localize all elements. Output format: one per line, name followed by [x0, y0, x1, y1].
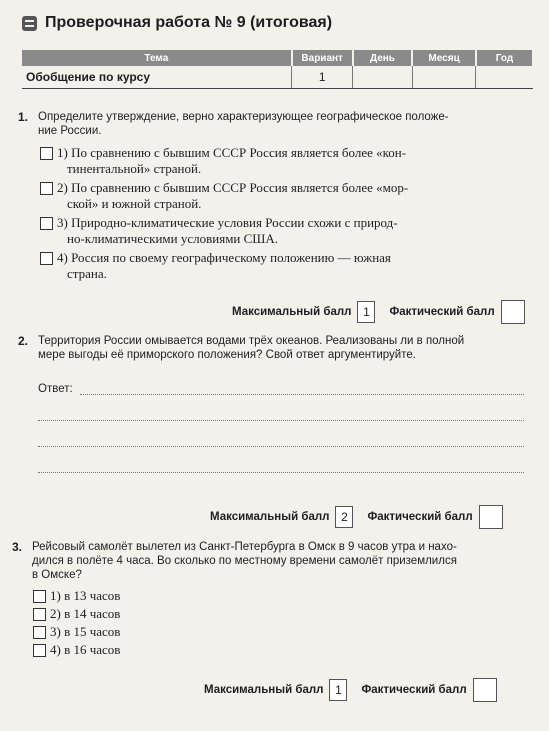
col-topic: Тема: [22, 50, 292, 66]
q1-actual-score-box[interactable]: [501, 300, 525, 324]
topic-cell: Обобщение по курсу: [22, 66, 292, 89]
q3-option-1[interactable]: [33, 588, 120, 604]
q2-max-value: 2: [335, 506, 353, 528]
q1-option-4-label: [57, 250, 391, 282]
q1-score-row: [232, 300, 525, 324]
q3-number: 3.: [12, 540, 23, 554]
q2-text-line1: Территория России омывается водами трёх океанов. Реализованы ли в полной: [38, 335, 465, 347]
day-cell[interactable]: [353, 66, 413, 89]
year-cell[interactable]: [476, 66, 533, 89]
q3-actual-score-box[interactable]: [473, 678, 497, 702]
q3-option-1-checkbox[interactable]: [33, 590, 46, 603]
q1-option-2-line1: 2) По сравнению с бывшим СССР Россия является более «мор-: [57, 180, 409, 195]
q2-answer-line-2[interactable]: [38, 420, 524, 421]
month-cell[interactable]: [412, 66, 476, 89]
q2-answer-line-3[interactable]: [38, 446, 524, 447]
q3-option-4[interactable]: [33, 642, 120, 658]
q2-text: [38, 334, 538, 362]
q3-text: [32, 540, 538, 582]
q3-option-1-label: 1) в 13 часов: [50, 588, 121, 603]
q1-option-1-line1: 1) По сравнению с бывшим СССР Россия является более «кон-: [57, 145, 407, 160]
q3-score-row: [204, 678, 497, 702]
q1-option-2-label: [57, 180, 408, 212]
q2-number: 2.: [18, 334, 29, 348]
q2-actual-score-box[interactable]: [479, 505, 503, 529]
q2-max-label: Максимальный балл: [210, 511, 330, 523]
q3-option-2[interactable]: [33, 606, 120, 622]
q3-option-2-label: 2) в 14 часов: [50, 606, 121, 621]
document-icon: [22, 16, 37, 31]
title-text: Проверочная работа № 9 (итоговая): [45, 14, 333, 31]
col-month: Месяц: [412, 50, 476, 66]
q1-option-2[interactable]: [40, 180, 408, 212]
q1-option-3-line2: но-климатическими условиями США.: [67, 231, 279, 246]
q3-actual-label: Фактический балл: [361, 684, 467, 696]
q1-option-1[interactable]: [40, 145, 406, 177]
q1-option-3[interactable]: [40, 215, 398, 247]
q2-answer-label: Ответ:: [38, 383, 73, 395]
col-day: День: [353, 50, 413, 66]
q1-max-label: Максимальный балл: [232, 306, 352, 318]
worksheet-title: [22, 14, 332, 32]
q1-number: 1.: [18, 110, 29, 124]
variant-cell[interactable]: 1: [292, 66, 353, 89]
q3-option-4-checkbox[interactable]: [33, 644, 46, 657]
q1-option-4-line1: 4) Россия по своему географическому положению — южная: [57, 250, 391, 265]
q1-option-2-line2: ской» и южной страной.: [67, 196, 202, 211]
q1-option-3-checkbox[interactable]: [40, 217, 53, 230]
col-year: Год: [476, 50, 533, 66]
q2-answer-line-1[interactable]: [80, 394, 524, 395]
q1-option-2-checkbox[interactable]: [40, 182, 53, 195]
q1-text-line1: Определите утверждение, верно характеризующее географическое положе-: [38, 111, 449, 123]
q1-option-4-checkbox[interactable]: [40, 252, 53, 265]
q1-actual-label: Фактический балл: [389, 306, 495, 318]
q1-option-4-line2: страна.: [67, 266, 107, 281]
q1-option-1-line2: тинентальной» страной.: [67, 161, 202, 176]
col-variant: Вариант: [292, 50, 353, 66]
q1-text: [38, 110, 538, 138]
q3-option-3-label: 3) в 15 часов: [50, 624, 121, 639]
q1-option-3-line1: 3) Природно-климатические условия России схожи с природ-: [57, 215, 398, 230]
q2-answer-line-4[interactable]: [38, 472, 524, 473]
q3-max-label: Максимальный балл: [204, 684, 324, 696]
q3-option-2-checkbox[interactable]: [33, 608, 46, 621]
q3-option-4-label: 4) в 16 часов: [50, 642, 121, 657]
q2-text-line2: мере выгоды её приморского положения? Свой ответ аргументируйте.: [38, 349, 416, 361]
q1-option-3-label: [57, 215, 398, 247]
q3-text-line3: в Омске?: [32, 569, 82, 581]
q3-text-line1: Рейсовый самолёт вылетел из Санкт-Петербурга в Омск в 9 часов утра и нахо-: [32, 541, 457, 553]
q2-score-row: [210, 505, 503, 529]
q1-text-line2: ние России.: [38, 125, 102, 137]
q1-option-4[interactable]: [40, 250, 391, 282]
q1-max-value: 1: [357, 301, 375, 323]
q3-text-line2: дился в полёте 4 часа. Во сколько по местному времени самолёт приземлился: [32, 555, 457, 567]
q3-max-value: 1: [329, 679, 347, 701]
q1-option-1-checkbox[interactable]: [40, 147, 53, 160]
q2-actual-label: Фактический балл: [367, 511, 473, 523]
q3-option-3-checkbox[interactable]: [33, 626, 46, 639]
info-table: [22, 50, 534, 89]
q3-option-3[interactable]: [33, 624, 120, 640]
q1-option-1-label: [57, 145, 406, 177]
